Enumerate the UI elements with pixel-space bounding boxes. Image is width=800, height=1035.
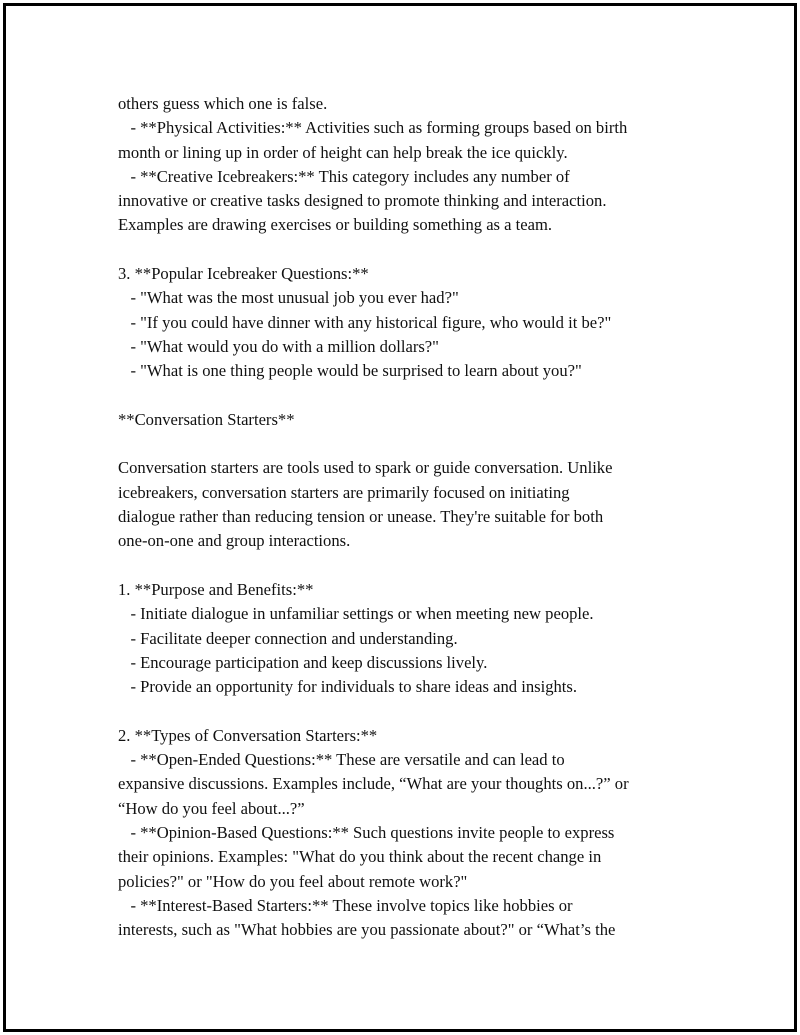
text-line: - **Physical Activities:** Activities such as forming groups based on birth	[118, 118, 628, 138]
section-title: **Conversation Starters**	[118, 409, 295, 429]
text-line: their opinions. Examples: "What do you think about the recent change in	[118, 847, 602, 867]
text-line: - **Open-Ended Questions:** These are versatile and can lead to	[118, 750, 565, 770]
blank-line	[118, 432, 718, 456]
text-line: innovative or creative tasks designed to promote thinking and interaction.	[118, 191, 607, 211]
text-line: one-on-one and group interactions.	[118, 531, 351, 551]
text-line: - Facilitate deeper connection and understanding.	[118, 628, 458, 648]
blank-line	[118, 699, 718, 723]
blank-line	[118, 554, 718, 578]
text-line: month or lining up in order of height can help break the ice quickly.	[118, 142, 568, 162]
text-line: expansive discussions. Examples include, “What are your thoughts on...?” or	[118, 774, 629, 794]
blank-line	[118, 238, 718, 262]
text-line: - Provide an opportunity for individuals to share ideas and insights.	[118, 677, 578, 697]
text-line: “How do you feel about...?”	[118, 798, 305, 818]
text-line: others guess which one is false.	[118, 94, 328, 113]
text-line: Examples are drawing exercises or building something as a team.	[118, 215, 553, 235]
text-line: - "What would you do with a million dollars?"	[118, 336, 439, 356]
text-line: - Initiate dialogue in unfamiliar settings or when meeting new people.	[118, 604, 594, 624]
text-line: interests, such as "What hobbies are you passionate about?" or “What’s the	[118, 920, 616, 940]
text-line: dialogue rather than reducing tension or unease. They're suitable for both	[118, 507, 604, 527]
text-line: - **Creative Icebreakers:** This category includes any number of	[118, 166, 570, 186]
text-line: icebreakers, conversation starters are primarily focused on initiating	[118, 482, 570, 502]
document-body	[118, 92, 718, 942]
text-line: Conversation starters are tools used to spark or guide conversation. Unlike	[118, 458, 613, 478]
text-line: - "What is one thing people would be surprised to learn about you?"	[118, 361, 582, 381]
section-heading: 2. **Types of Conversation Starters:**	[118, 725, 378, 745]
text-line: - **Opinion-Based Questions:** Such questions invite people to express	[118, 822, 615, 842]
text-line: - Encourage participation and keep discussions lively.	[118, 652, 488, 672]
section-heading: 3. **Popular Icebreaker Questions:**	[118, 264, 369, 284]
text-line: policies?" or "How do you feel about remote work?"	[118, 871, 468, 891]
text-line: - "What was the most unusual job you ever had?"	[118, 288, 459, 308]
blank-line	[118, 384, 718, 408]
section-heading: 1. **Purpose and Benefits:**	[118, 579, 314, 599]
text-line: - "If you could have dinner with any historical figure, who would it be?"	[118, 312, 612, 332]
text-line: - **Interest-Based Starters:** These involve topics like hobbies or	[118, 895, 573, 915]
